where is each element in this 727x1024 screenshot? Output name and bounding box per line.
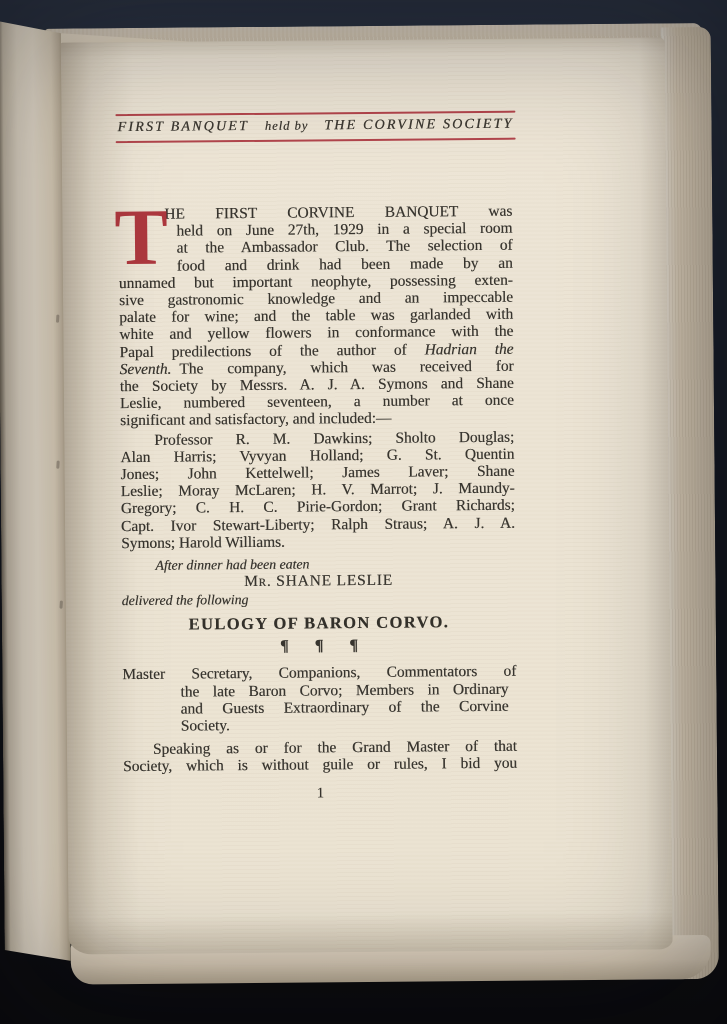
running-header-title	[115, 113, 515, 141]
text-line: food and drink had been made by an	[176, 254, 513, 275]
text-line: Capt. Ivor Stewart-Liberty; Ralph Straus; A. J. A.	[120, 514, 516, 535]
salutation-paragraph	[122, 663, 517, 735]
text-line: palate for wine; and the table was garlanded with	[119, 305, 514, 327]
opening-paragraph	[114, 193, 514, 430]
text-line: Alan Harris; Vyvyan Holland; G. St. Quentin	[120, 445, 515, 466]
header-title-left: FIRST BANQUET	[117, 118, 249, 136]
speech-intro	[121, 554, 516, 658]
attendee-list	[120, 428, 515, 552]
after-dinner-note: After dinner had been eaten	[155, 556, 310, 573]
pilcrow-ornament: ¶ ¶ ¶	[280, 637, 359, 656]
book-page	[61, 37, 673, 954]
text-line: white and yellow flowers in conformance with the	[119, 323, 514, 344]
text-line: Leslie; Moray McLaren; H. V. Marrot; J. Maundy-	[120, 479, 515, 501]
eulogy-title: EULOGY OF BARON CORVO.	[188, 612, 450, 635]
text-line: the Society by Messrs. A. J. A. Symons and Shane	[119, 374, 514, 396]
text-line: held on June 27th, 1929 in a special room	[176, 219, 513, 240]
text-line: Gregory; C. H. C. Pirie-Gordon; Grant Richards;	[120, 497, 515, 518]
text-line: at the Ambassador Club. The selection of	[176, 237, 513, 258]
text-line: Jones; John Kettelwell; James Laver; Shane	[120, 462, 515, 484]
text-line: unnamed but important neophyte, possessing exten-	[118, 271, 513, 292]
text-line: Society.	[180, 717, 230, 735]
binding-stitch	[56, 461, 59, 469]
page-number: 1	[316, 785, 325, 802]
book-title-italic: Hadrian the	[424, 340, 514, 359]
text-line: and Guests Extraordinary of the Corvine	[180, 697, 509, 718]
text-line: significant and satisfactory, and included:—	[120, 410, 392, 430]
endpaper	[0, 15, 71, 968]
text-line: Symons; Harold Williams.	[121, 533, 285, 552]
text-line: Professor R. M. Dawkins; Sholto Douglas;	[154, 428, 515, 449]
text-line: the late Baron Corvo; Members in Ordinary	[180, 680, 509, 701]
delivered-note: delivered the following	[121, 592, 249, 609]
page-text	[114, 193, 518, 804]
text-line: Leslie, numbered seventeen, a number at once	[119, 391, 514, 413]
body-paragraph	[123, 738, 517, 776]
book-title-italic: Seventh.	[119, 360, 172, 378]
header-title-middle: held by	[264, 118, 309, 133]
text-line: Society, which is without guile or rules, I bid you	[123, 755, 518, 776]
text-line: HE FIRST CORVINE BANQUET was	[164, 202, 513, 223]
binding-stitch	[59, 601, 62, 609]
header-title-right: THE CORVINE SOCIETY	[324, 116, 514, 134]
binding-stitch	[56, 315, 59, 323]
running-header	[115, 111, 515, 143]
text-run: The company, which was received for	[179, 357, 514, 378]
speaker-name: Mr. SHANE LESLIE	[243, 572, 394, 591]
text-line: Speaking as or for the Grand Master of that	[152, 737, 518, 759]
text-line: sive gastronomic knowledge and an impeccable	[118, 288, 514, 310]
text-line: Master Secretary, Companions, Commentators of	[122, 663, 517, 684]
drop-cap: T	[114, 193, 169, 283]
text-run: Papal predilections of the author of	[119, 341, 425, 361]
